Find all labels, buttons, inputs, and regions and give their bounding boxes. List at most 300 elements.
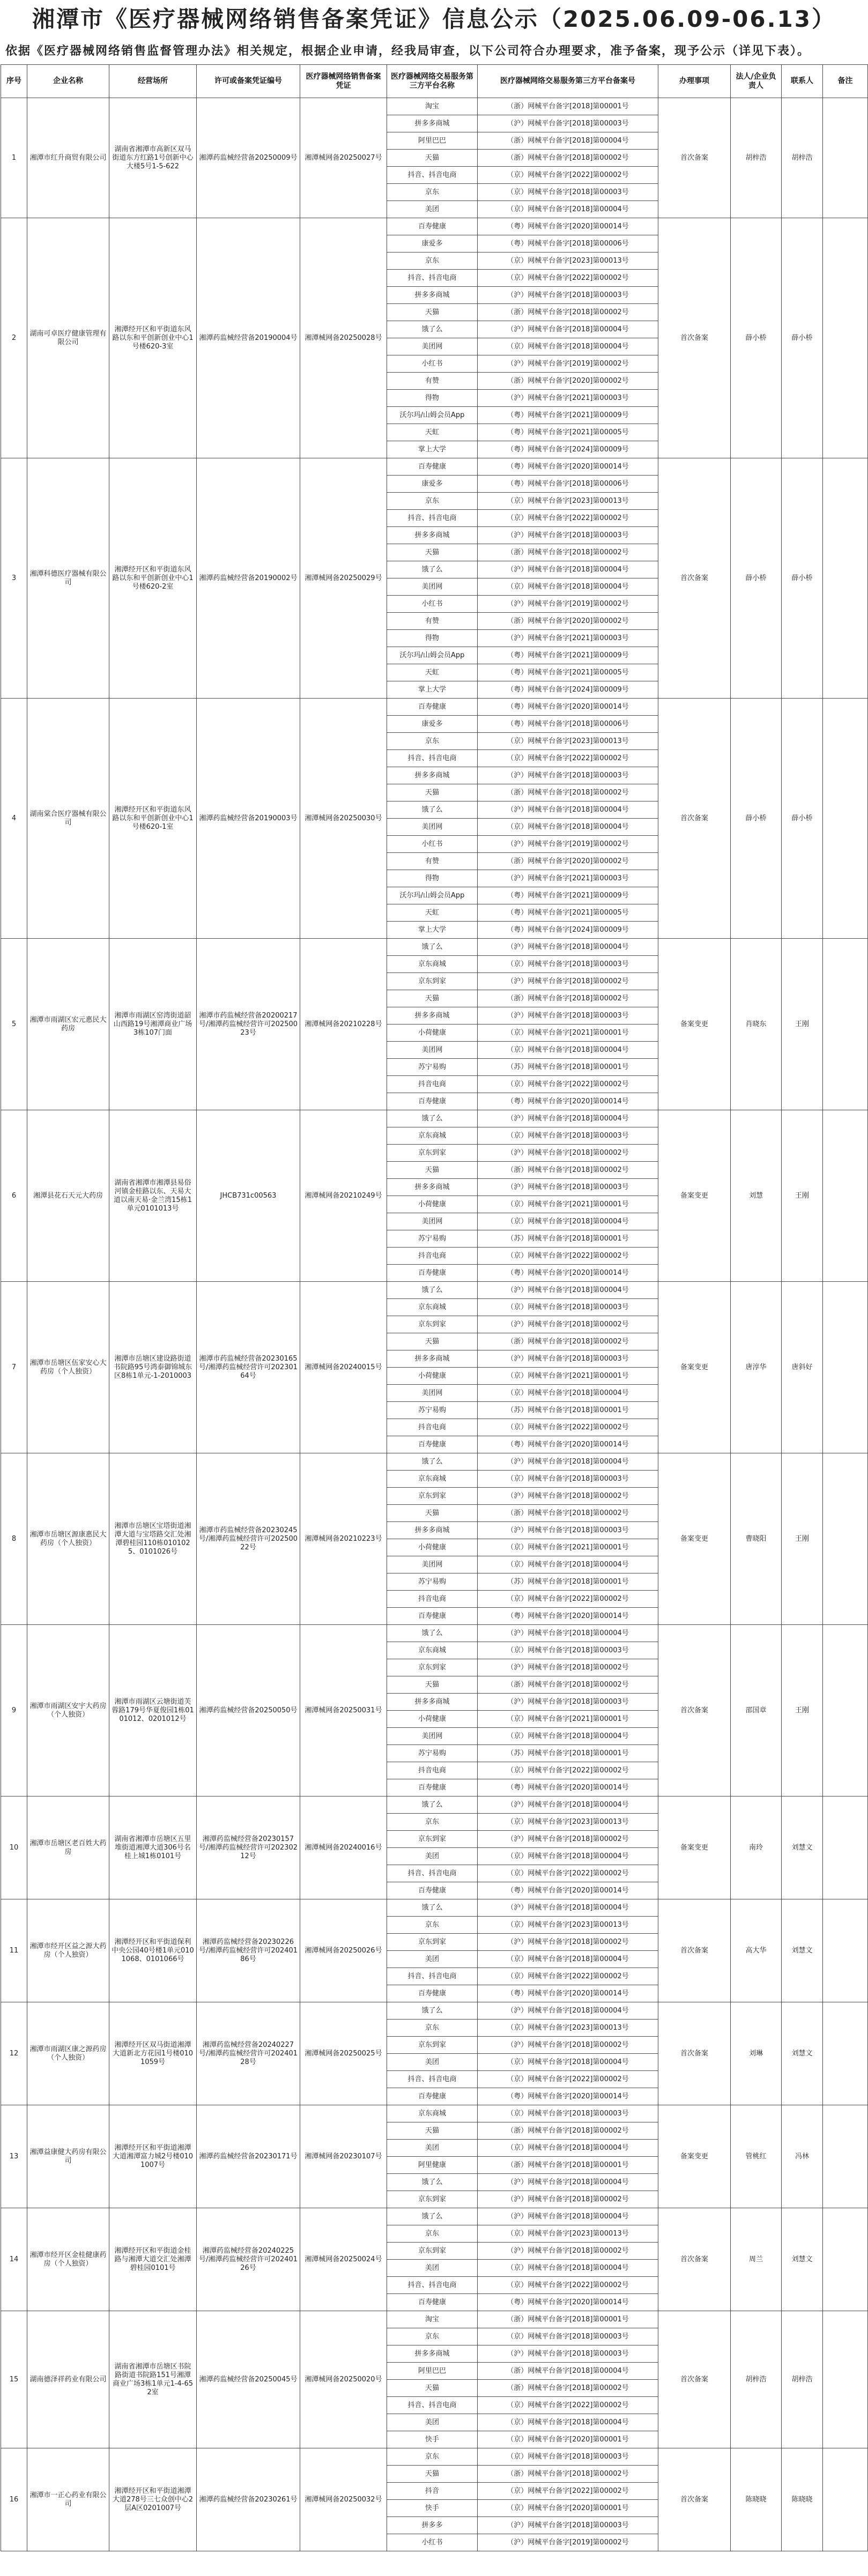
contact-person: 陈晓晓	[782, 2448, 823, 2551]
company-name: 湘潭市岳塘区源康惠民大药房（个人独资）	[27, 1453, 109, 1625]
platform-record-number: （浙）网械平台备字[2020]第00002号	[478, 853, 658, 870]
platform-name: 抖音电商	[387, 1076, 478, 1093]
platform-record-number: （粤）网械平台备字[2021]第00005号	[478, 904, 658, 922]
platform-name: 天猫	[387, 544, 478, 561]
net-sales-record-number: 湘潭械网备20250031号	[300, 1625, 387, 1796]
platform-record-number: （沪）网械平台备字[2018]第00004号	[478, 561, 658, 578]
platform-record-number: （京）网械平台备字[2018]第00004号	[478, 1951, 658, 1968]
company-name: 湘潭市雨湖区安宇大药房（个人独资）	[27, 1625, 109, 1796]
platform-record-number: （京）网械平台备字[2022]第00002号	[478, 1076, 658, 1093]
platform-record-number: （苏）网械平台备字[2018]第00001号	[478, 1573, 658, 1591]
handling-matter: 首次备案	[658, 2208, 731, 2311]
platform-record-number: （京）网械平台备字[2018]第00003号	[478, 2448, 658, 2466]
platform-record-number: （粤）网械平台备字[2018]第00006号	[478, 716, 658, 733]
platform-record-number: （浙）网械平台备字[2018]第00001号	[478, 2157, 658, 2174]
business-address: 湘潭经开区和平街道东风路以东和平创新创业中心1号楼620-2室	[109, 458, 197, 699]
legal-person: 陈晓晓	[731, 2448, 782, 2551]
platform-name: 小荷健康	[387, 1711, 478, 1728]
platform-record-number: （沪）网械平台备字[2018]第00004号	[478, 2208, 658, 2225]
platform-record-number: （京）网械平台备字[2021]第00001号	[478, 1368, 658, 1385]
platform-record-number: （沪）网械平台备字[2018]第00004号	[478, 1453, 658, 1471]
platform-record-number: （京）网械平台备字[2023]第00013号	[478, 2020, 658, 2037]
platform-name: 京东	[387, 1814, 478, 1831]
platform-record-number: （粤）网械平台备字[2021]第00005号	[478, 664, 658, 681]
table-row	[1, 2002, 868, 2020]
license-number: 湘潭药监械经营备20230226号/湘潭药监械经营许可20240186号	[197, 1899, 300, 2002]
license-number: 湘潭药监械经营备20240225号/湘潭药监械经营许可20240126号	[197, 2208, 300, 2311]
net-sales-record-number: 湘潭械网备20250032号	[300, 2448, 387, 2551]
record-table	[1, 64, 868, 2551]
contact-person: 王刚	[782, 1625, 823, 1796]
header-company: 企业名称	[27, 65, 109, 98]
business-address: 湖南省湘潭市高新区双马街道东方红路1号创新中心大楼5号1-5-622	[109, 98, 197, 218]
platform-name: 京东	[387, 2328, 478, 2345]
net-sales-record-number: 湘潭械网备20250020号	[300, 2311, 387, 2448]
platform-name: 京东商城	[387, 1299, 478, 1316]
net-sales-record-number: 湘潭械网备20250028号	[300, 218, 387, 458]
platform-name: 美团	[387, 2414, 478, 2431]
platform-name: 小荷健康	[387, 1196, 478, 1213]
remark	[823, 1625, 868, 1796]
platform-record-number: （沪）网械平台备字[2018]第00003号	[478, 527, 658, 544]
remark	[823, 1110, 868, 1282]
platform-record-number: （京）网械平台备字[2018]第00004号	[478, 1728, 658, 1745]
platform-record-number: （京）网械平台备字[2018]第00003号	[478, 1127, 658, 1145]
platform-name: 快手	[387, 2431, 478, 2448]
platform-name: 掌上大学	[387, 922, 478, 939]
legal-person: 周兰	[731, 2208, 782, 2311]
header-net-record: 医疗器械网络销售备案凭证	[300, 65, 387, 98]
business-address: 湘潭经开区和平街道东风路以东和平创新创业中心1号楼620-1室	[109, 699, 197, 939]
platform-name: 拼多多商城	[387, 1522, 478, 1539]
remark	[823, 1899, 868, 2002]
business-address: 湖南省湘潭市岳塘区五里堆街道湘潭大道306号名桂上城1栋0101号	[109, 1796, 197, 1899]
platform-name: 美团网	[387, 338, 478, 355]
platform-name: 小红书	[387, 2534, 478, 2551]
platform-record-number: （京）网械平台备字[2018]第00004号	[478, 819, 658, 836]
platform-record-number: （京）网械平台备字[2022]第00002号	[478, 1248, 658, 1265]
platform-name: 沃尔玛/山姆会员App	[387, 647, 478, 664]
platform-record-number: （京）网械平台备字[2022]第00002号	[478, 1591, 658, 1608]
row-index: 14	[1, 2208, 27, 2311]
platform-name: 饿了么	[387, 1110, 478, 1127]
platform-record-number: （粤）网械平台备字[2020]第00014号	[478, 1608, 658, 1625]
legal-person: 南玲	[731, 1796, 782, 1899]
handling-matter: 首次备案	[658, 1899, 731, 2002]
platform-record-number: （浙）网械平台备字[2018]第00002号	[478, 1162, 658, 1179]
row-index: 1	[1, 98, 27, 218]
platform-record-number: （京）网械平台备字[2020]第00001号	[478, 2431, 658, 2448]
header-matter: 办理事项	[658, 65, 731, 98]
table-row	[1, 98, 868, 115]
contact-person: 胡梓浩	[782, 2311, 823, 2448]
remark	[823, 2311, 868, 2448]
platform-name: 百寿健康	[387, 1779, 478, 1796]
row-index: 5	[1, 939, 27, 1110]
platform-record-number: （粤）网械平台备字[2020]第00014号	[478, 218, 658, 235]
business-address: 湘潭经开区和平街道湘潭大道湘潭富力城2号楼0101007号	[109, 2105, 197, 2208]
license-number: 湘潭市药监械经营备20230165号/湘潭药监械经营许可20230164号	[197, 1282, 300, 1453]
license-number: 湘潭药监械经营备20230171号	[197, 2105, 300, 2208]
platform-record-number: （沪）网械平台备字[2018]第00004号	[478, 2174, 658, 2191]
platform-record-number: （苏）网械平台备字[2018]第00001号	[478, 1230, 658, 1248]
platform-record-number: （粤）网械平台备字[2020]第00014号	[478, 699, 658, 716]
platform-name: 拼多多商城	[387, 767, 478, 784]
platform-record-number: （沪）网械平台备字[2018]第00004号	[478, 321, 658, 338]
platform-name: 拼多多商城	[387, 527, 478, 544]
platform-record-number: （京）网械平台备字[2023]第00013号	[478, 253, 658, 270]
platform-record-number: （京）网械平台备字[2018]第00003号	[478, 2328, 658, 2345]
platform-record-number: （浙）网械平台备字[2018]第00002号	[478, 2380, 658, 2397]
platform-name: 抖音、抖音电商	[387, 2071, 478, 2088]
platform-record-number: （浙）网械平台备字[2018]第00002号	[478, 784, 658, 801]
business-address: 湘潭经开区和平街道保利中央公园40号楼1单元0101068、0101066号	[109, 1899, 197, 2002]
table-row	[1, 218, 868, 235]
platform-name: 京东到家	[387, 1659, 478, 1676]
legal-person: 管桃红	[731, 2105, 782, 2208]
header-contact: 联系人	[782, 65, 823, 98]
platform-name: 京东商城	[387, 1471, 478, 1488]
platform-name: 百寿健康	[387, 1436, 478, 1453]
platform-name: 拼多多商城	[387, 1694, 478, 1711]
platform-record-number: （粤）网械平台备字[2024]第00009号	[478, 441, 658, 458]
header-legal-person: 法人/企业负责人	[731, 65, 782, 98]
platform-name: 京东	[387, 2448, 478, 2466]
platform-record-number: （京）网械平台备字[2022]第00002号	[478, 1419, 658, 1436]
platform-record-number: （京）网械平台备字[2018]第00004号	[478, 1213, 658, 1230]
net-sales-record-number: 湘潭械网备20230107号	[300, 2105, 387, 2208]
platform-record-number: （沪）网械平台备字[2018]第00003号	[478, 1350, 658, 1368]
handling-matter: 首次备案	[658, 2311, 731, 2448]
license-number: JHCB731c00563	[197, 1110, 300, 1282]
net-sales-record-number: 湘潭械网备20210249号	[300, 1110, 387, 1282]
handling-matter: 首次备案	[658, 218, 731, 458]
platform-name: 百寿健康	[387, 458, 478, 476]
platform-record-number: （粤）网械平台备字[2021]第00009号	[478, 887, 658, 904]
platform-name: 京东	[387, 733, 478, 750]
platform-record-number: （沪）网械平台备字[2018]第00002号	[478, 2243, 658, 2260]
platform-name: 饿了么	[387, 1453, 478, 1471]
platform-record-number: （沪）网械平台备字[2018]第00004号	[478, 1796, 658, 1814]
platform-record-number: （沪）网械平台备字[2018]第00002号	[478, 1488, 658, 1505]
platform-name: 苏宁易购	[387, 1573, 478, 1591]
company-name: 湘潭市雨湖区康之源药房（个人独资）	[27, 2002, 109, 2105]
contact-person: 冯林	[782, 2105, 823, 2208]
platform-record-number: （沪）网械平台备字[2019]第00002号	[478, 596, 658, 613]
platform-name: 抖音电商	[387, 1762, 478, 1779]
platform-name: 得物	[387, 870, 478, 887]
platform-name: 百寿健康	[387, 1985, 478, 2002]
table-row	[1, 699, 868, 716]
row-index: 16	[1, 2448, 27, 2551]
company-name: 湘潭市经开区金桂健康药房（个人独资）	[27, 2208, 109, 2311]
handling-matter: 备案变更	[658, 1110, 731, 1282]
header-index: 序号	[1, 65, 27, 98]
platform-record-number: （京）网械平台备字[2021]第00001号	[478, 1711, 658, 1728]
platform-record-number: （沪）网械平台备字[2018]第00004号	[478, 1899, 658, 1917]
platform-record-number: （京）网械平台备字[2018]第00003号	[478, 1642, 658, 1659]
platform-record-number: （粤）网械平台备字[2020]第00014号	[478, 1436, 658, 1453]
row-index: 7	[1, 1282, 27, 1453]
platform-record-number: （京）网械平台备字[2018]第00003号	[478, 2105, 658, 2122]
remark	[823, 939, 868, 1110]
row-index: 11	[1, 1899, 27, 2002]
contact-person: 胡梓浩	[782, 98, 823, 218]
row-index: 10	[1, 1796, 27, 1899]
platform-name: 得物	[387, 390, 478, 407]
platform-record-number: （京）网械平台备字[2022]第00002号	[478, 2483, 658, 2500]
platform-record-number: （沪）网械平台备字[2018]第00002号	[478, 2191, 658, 2208]
platform-name: 康爱多	[387, 476, 478, 493]
contact-person: 王刚	[782, 939, 823, 1110]
platform-name: 拼多多商城	[387, 1350, 478, 1368]
platform-name: 美团网	[387, 1556, 478, 1573]
platform-name: 掌上大学	[387, 441, 478, 458]
platform-name: 天虹	[387, 904, 478, 922]
platform-record-number: （沪）网械平台备字[2019]第00002号	[478, 2534, 658, 2551]
platform-record-number: （京）网械平台备字[2022]第00002号	[478, 510, 658, 527]
license-number: 湘潭药监械经营备20240227号/湘潭药监械经营许可20240128号	[197, 2002, 300, 2105]
table-row	[1, 1110, 868, 1127]
platform-name: 天猫	[387, 2122, 478, 2140]
platform-record-number: （浙）网械平台备字[2018]第00002号	[478, 544, 658, 561]
platform-name: 美团	[387, 2054, 478, 2071]
platform-record-number: （粤）网械平台备字[2021]第00005号	[478, 424, 658, 441]
platform-name: 京东到家	[387, 2037, 478, 2054]
platform-name: 抖音、抖音电商	[387, 1968, 478, 1985]
company-name: 湘潭市一正心药业有限公司	[27, 2448, 109, 2551]
platform-name: 拼多多商城	[387, 2345, 478, 2363]
platform-name: 京东	[387, 1917, 478, 1934]
platform-name: 快手	[387, 2500, 478, 2517]
platform-record-number: （沪）网械平台备字[2018]第00002号	[478, 973, 658, 990]
platform-record-number: （粤）网械平台备字[2020]第00014号	[478, 1093, 658, 1110]
net-sales-record-number: 湘潭械网备20210223号	[300, 1453, 387, 1625]
platform-record-number: （京）网械平台备字[2018]第00004号	[478, 1848, 658, 1865]
platform-name: 抖音、抖音电商	[387, 2277, 478, 2294]
net-sales-record-number: 湘潭械网备20250024号	[300, 2208, 387, 2311]
platform-name: 小红书	[387, 355, 478, 373]
platform-name: 拼多多商城	[387, 287, 478, 304]
platform-record-number: （沪）网械平台备字[2019]第00002号	[478, 836, 658, 853]
platform-name: 美团网	[387, 1042, 478, 1059]
platform-record-number: （沪）网械平台备字[2018]第00002号	[478, 1659, 658, 1676]
table-row	[1, 1282, 868, 1299]
net-sales-record-number: 湘潭械网备20250029号	[300, 458, 387, 699]
platform-name: 苏宁易购	[387, 1745, 478, 1762]
platform-record-number: （浙）网械平台备字[2018]第00004号	[478, 132, 658, 150]
platform-record-number: （苏）网械平台备字[2018]第00001号	[478, 1745, 658, 1762]
platform-record-number: （京）网械平台备字[2023]第00013号	[478, 733, 658, 750]
platform-record-number: （京）网械平台备字[2022]第00002号	[478, 270, 658, 287]
platform-name: 京东	[387, 253, 478, 270]
platform-record-number: （沪）网械平台备字[2018]第00003号	[478, 767, 658, 784]
license-number: 湘潭药监械经营备20190004号	[197, 218, 300, 458]
handling-matter: 首次备案	[658, 1625, 731, 1796]
platform-record-number: （京）网械平台备字[2023]第00013号	[478, 1917, 658, 1934]
platform-record-number: （沪）网械平台备字[2021]第00003号	[478, 870, 658, 887]
company-name: 湖南德泽祥药业有限公司	[27, 2311, 109, 2448]
platform-record-number: （沪）网械平台备字[2018]第00004号	[478, 1110, 658, 1127]
platform-name: 饿了么	[387, 1625, 478, 1642]
table-row	[1, 2105, 868, 2122]
platform-record-number: （粤）网械平台备字[2020]第00014号	[478, 1882, 658, 1899]
platform-name: 百寿健康	[387, 1265, 478, 1282]
platform-name: 百寿健康	[387, 1093, 478, 1110]
platform-name: 抖音电商	[387, 1419, 478, 1436]
platform-name: 小红书	[387, 596, 478, 613]
platform-name: 饿了么	[387, 2002, 478, 2020]
table-row	[1, 1899, 868, 1917]
platform-record-number: （京）网械平台备字[2018]第00003号	[478, 184, 658, 201]
legal-person: 薛小桥	[731, 218, 782, 458]
platform-record-number: （京）网械平台备字[2021]第00001号	[478, 1196, 658, 1213]
platform-name: 小荷健康	[387, 1368, 478, 1385]
platform-name: 美团网	[387, 1213, 478, 1230]
platform-name: 饿了么	[387, 2174, 478, 2191]
platform-name: 阿里巴巴	[387, 2363, 478, 2380]
platform-record-number: （粤）网械平台备字[2018]第00006号	[478, 235, 658, 253]
page-title: 湘潭市《医疗器械网络销售备案凭证》信息公示（2025.06.09-06.13）	[32, 6, 836, 32]
platform-name: 苏宁易购	[387, 1402, 478, 1419]
company-name: 湘潭市岳塘区老百姓大药房	[27, 1796, 109, 1899]
legal-person: 胡梓浩	[731, 98, 782, 218]
platform-name: 饿了么	[387, 801, 478, 819]
platform-name: 抖音、抖音电商	[387, 1865, 478, 1882]
business-address: 湘潭市岳塘区建设路街道书院路95号鸿泰御锦城东区8栋1单元-1-2010003	[109, 1282, 197, 1453]
business-address: 湖南省湘潭市岳塘区书院路街道书院路151号湘潭商业广场3栋1单元1-4-652室	[109, 2311, 197, 2448]
business-address: 湘潭市雨湖区窑湾街道韶山西路19号湘潭商业广场3栋107门面	[109, 939, 197, 1110]
platform-record-number: （沪）网械平台备字[2018]第00003号	[478, 2345, 658, 2363]
header-remark: 备注	[823, 65, 868, 98]
platform-name: 天猫	[387, 2380, 478, 2397]
company-name: 湖南可卓医疗健康管理有限公司	[27, 218, 109, 458]
platform-name: 小红书	[387, 836, 478, 853]
platform-record-number: （粤）网械平台备字[2020]第00014号	[478, 2088, 658, 2105]
header-platform-record: 医疗器械网络交易服务第三方平台备案号	[478, 65, 658, 98]
license-number: 湘潭药监械经营备20190003号	[197, 699, 300, 939]
contact-person: 薛小桥	[782, 218, 823, 458]
contact-person: 薛小桥	[782, 699, 823, 939]
platform-name: 抖音	[387, 2483, 478, 2500]
notice-text: 依据《医疗器械网络销售监督管理办法》相关规定，根据企业申请，经我局审查，以下公司符合办理要求，准予备案，现予公示（详见下表）。	[5, 44, 811, 58]
platform-name: 得物	[387, 630, 478, 647]
company-name: 湘潭科德医疗器械有限公司	[27, 458, 109, 699]
platform-name: 美团	[387, 1848, 478, 1865]
platform-name: 拼多多	[387, 2517, 478, 2534]
platform-name: 美团	[387, 2260, 478, 2277]
platform-record-number: （京）网械平台备字[2018]第00003号	[478, 1471, 658, 1488]
handling-matter: 首次备案	[658, 2448, 731, 2551]
platform-name: 天猫	[387, 1505, 478, 1522]
remark	[823, 1796, 868, 1899]
row-index: 15	[1, 2311, 27, 2448]
platform-name: 美团网	[387, 1385, 478, 1402]
contact-person: 王刚	[782, 1110, 823, 1282]
platform-name: 饿了么	[387, 939, 478, 956]
platform-name: 百寿健康	[387, 1882, 478, 1899]
row-index: 3	[1, 458, 27, 699]
platform-record-number: （粤）网械平台备字[2020]第00014号	[478, 2294, 658, 2311]
platform-name: 京东	[387, 2020, 478, 2037]
platform-record-number: （苏）网械平台备字[2018]第00001号	[478, 1402, 658, 1419]
platform-name: 天猫	[387, 150, 478, 167]
platform-record-number: （粤）网械平台备字[2020]第00014号	[478, 1265, 658, 1282]
platform-name: 天猫	[387, 990, 478, 1007]
platform-record-number: （京）网械平台备字[2021]第00001号	[478, 1025, 658, 1042]
platform-name: 京东到家	[387, 2243, 478, 2260]
handling-matter: 首次备案	[658, 699, 731, 939]
platform-name: 京东商城	[387, 1642, 478, 1659]
contact-person: 刘慧文	[782, 2002, 823, 2105]
platform-record-number: （沪）网械平台备字[2018]第00004号	[478, 801, 658, 819]
platform-name: 京东商城	[387, 2105, 478, 2122]
platform-name: 有赞	[387, 613, 478, 630]
contact-person: 刘慧文	[782, 2208, 823, 2311]
platform-name: 美团	[387, 201, 478, 218]
platform-name: 沃尔玛/山姆会员App	[387, 887, 478, 904]
remark	[823, 699, 868, 939]
platform-record-number: （粤）网械平台备字[2024]第00009号	[478, 681, 658, 699]
platform-record-number: （京）网械平台备字[2018]第00004号	[478, 2054, 658, 2071]
platform-record-number: （沪）网械平台备字[2018]第00004号	[478, 939, 658, 956]
platform-name: 小荷健康	[387, 1025, 478, 1042]
platform-name: 京东到家	[387, 2191, 478, 2208]
platform-name: 京东到家	[387, 1145, 478, 1162]
platform-record-number: （沪）网械平台备字[2021]第00003号	[478, 630, 658, 647]
legal-person: 高大华	[731, 1899, 782, 2002]
business-address: 湘潭经开区和平街道东风路以东和平创新创业中心1号楼620-3室	[109, 218, 197, 458]
row-index: 12	[1, 2002, 27, 2105]
platform-record-number: （沪）网械平台备字[2018]第00004号	[478, 2002, 658, 2020]
platform-record-number: （粤）网械平台备字[2020]第00014号	[478, 1779, 658, 1796]
platform-record-number: （沪）网械平台备字[2018]第00003号	[478, 1694, 658, 1711]
platform-record-number: （京）网械平台备字[2022]第00002号	[478, 2071, 658, 2088]
platform-record-number: （浙）网械平台备字[2018]第00002号	[478, 1333, 658, 1350]
row-index: 9	[1, 1625, 27, 1796]
net-sales-record-number: 湘潭械网备20250026号	[300, 1899, 387, 2002]
platform-record-number: （沪）网械平台备字[2018]第00002号	[478, 1934, 658, 1951]
license-number: 湘潭市药监械经营备20230245号/湘潭药监械经营许可20250022号	[197, 1453, 300, 1625]
row-index: 13	[1, 2105, 27, 2208]
platform-name: 拼多多商城	[387, 115, 478, 132]
platform-name: 饿了么	[387, 561, 478, 578]
license-number: 湘潭市药监械经营备20200217号/湘潭药监械经营许可20250023号	[197, 939, 300, 1110]
platform-name: 阿里健康	[387, 2157, 478, 2174]
license-number: 湘潭药监械经营备20250045号	[197, 2311, 300, 2448]
platform-name: 康爱多	[387, 716, 478, 733]
platform-record-number: （浙）网械平台备字[2018]第00002号	[478, 2122, 658, 2140]
table-row	[1, 1453, 868, 1471]
legal-person: 刘慧	[731, 1110, 782, 1282]
company-name: 湘潭市红升商贸有限公司	[27, 98, 109, 218]
platform-record-number: （京）网械平台备字[2018]第00004号	[478, 578, 658, 596]
platform-record-number: （沪）网械平台备字[2018]第00003号	[478, 1007, 658, 1025]
contact-person: 唐斜好	[782, 1282, 823, 1453]
row-index: 2	[1, 218, 27, 458]
platform-record-number: （京）网械平台备字[2021]第00001号	[478, 1539, 658, 1556]
platform-name: 京东商城	[387, 1127, 478, 1145]
platform-record-number: （沪）网械平台备字[2018]第00003号	[478, 287, 658, 304]
platform-record-number: （浙）网械平台备字[2020]第00002号	[478, 613, 658, 630]
legal-person: 邵国章	[731, 1625, 782, 1796]
platform-name: 天虹	[387, 424, 478, 441]
platform-record-number: （京）网械平台备字[2018]第00004号	[478, 1042, 658, 1059]
platform-name: 有赞	[387, 373, 478, 390]
license-number: 湘潭药监械经营备20190002号	[197, 458, 300, 699]
platform-record-number: （京）网械平台备字[2023]第00013号	[478, 1814, 658, 1831]
platform-record-number: （沪）网械平台备字[2018]第00003号	[478, 1522, 658, 1539]
